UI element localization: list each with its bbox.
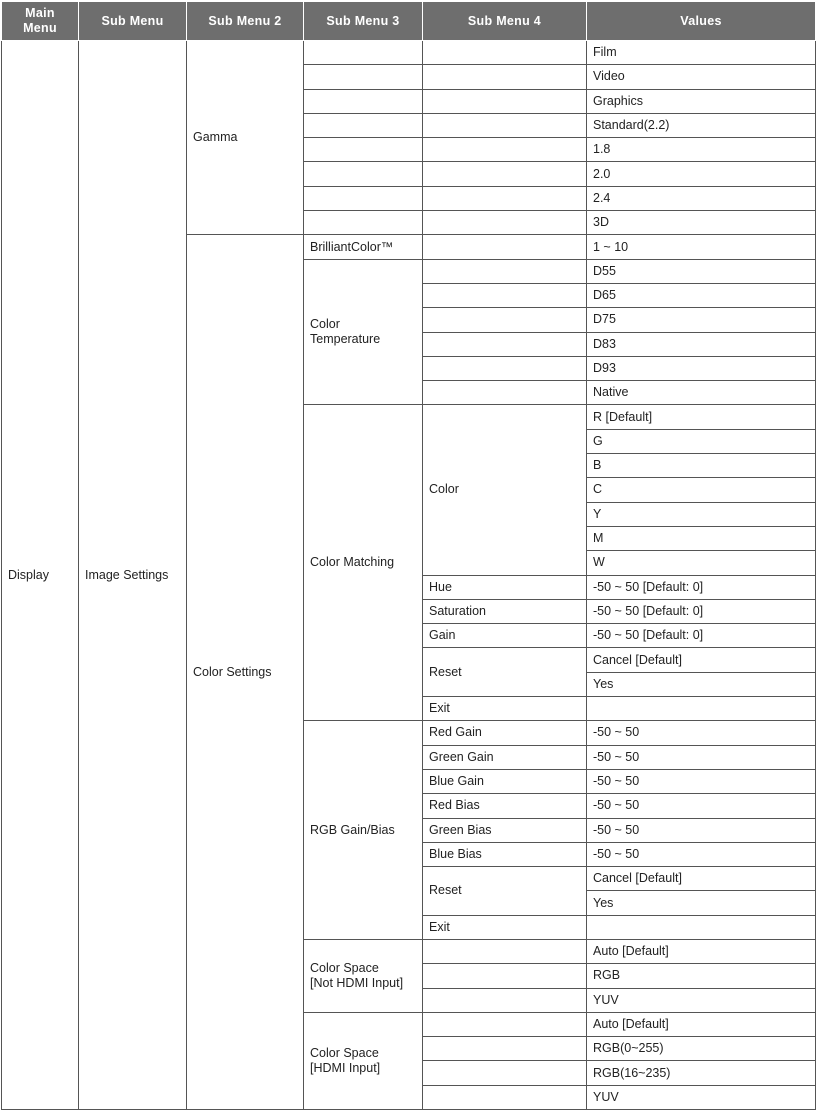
value-cell: W — [587, 551, 816, 575]
rgb-item-cell: Blue Gain — [423, 769, 587, 793]
value-cell: Auto [Default] — [587, 939, 816, 963]
value-cell: G — [587, 429, 816, 453]
gamma-cell: Gamma — [187, 41, 304, 235]
empty-cell — [423, 41, 587, 65]
value-cell: C — [587, 478, 816, 502]
value-cell: YUV — [587, 1085, 816, 1109]
empty-cell — [304, 186, 423, 210]
value-cell: Yes — [587, 672, 816, 696]
header-sub-menu-4: Sub Menu 4 — [423, 2, 587, 41]
exit-cell: Exit — [423, 697, 587, 721]
header-sub-menu-2: Sub Menu 2 — [187, 2, 304, 41]
value-cell: 2.4 — [587, 186, 816, 210]
rgb-item-cell: Blue Bias — [423, 842, 587, 866]
value-cell: -50 ~ 50 — [587, 721, 816, 745]
color-space-hdmi-cell: Color Space [HDMI Input] — [304, 1012, 423, 1109]
value-cell: R [Default] — [587, 405, 816, 429]
value-cell: -50 ~ 50 [Default: 0] — [587, 599, 816, 623]
value-cell: 3D — [587, 211, 816, 235]
empty-cell — [423, 186, 587, 210]
empty-cell — [423, 113, 587, 137]
empty-cell — [423, 138, 587, 162]
value-cell: Standard(2.2) — [587, 113, 816, 137]
header-row — [2, 2, 816, 41]
empty-cell — [304, 113, 423, 137]
empty-cell — [423, 356, 587, 380]
value-cell: RGB — [587, 964, 816, 988]
value-cell: Cancel [Default] — [587, 648, 816, 672]
empty-cell — [304, 89, 423, 113]
value-cell: 1.8 — [587, 138, 816, 162]
empty-cell — [423, 162, 587, 186]
empty-cell — [423, 89, 587, 113]
empty-cell — [423, 211, 587, 235]
header-sub-menu-3: Sub Menu 3 — [304, 2, 423, 41]
reset-cell: Reset — [423, 867, 587, 916]
value-cell: B — [587, 454, 816, 478]
empty-cell — [423, 332, 587, 356]
value-cell: D75 — [587, 308, 816, 332]
osd-menu-table — [1, 1, 816, 1110]
value-cell: Yes — [587, 891, 816, 915]
empty-cell — [423, 1037, 587, 1061]
main-menu-cell: Display — [2, 41, 79, 1110]
value-cell: Video — [587, 65, 816, 89]
empty-cell — [423, 939, 587, 963]
empty-cell — [423, 65, 587, 89]
value-cell: Y — [587, 502, 816, 526]
value-cell: D55 — [587, 259, 816, 283]
value-cell: Cancel [Default] — [587, 867, 816, 891]
value-cell: D83 — [587, 332, 816, 356]
exit-cell: Exit — [423, 915, 587, 939]
empty-cell — [423, 259, 587, 283]
empty-cell — [423, 235, 587, 259]
value-cell: 2.0 — [587, 162, 816, 186]
value-cell: RGB(0~255) — [587, 1037, 816, 1061]
empty-cell — [423, 308, 587, 332]
empty-cell — [423, 381, 587, 405]
saturation-cell: Saturation — [423, 599, 587, 623]
table-row — [2, 41, 816, 65]
value-cell: -50 ~ 50 [Default: 0] — [587, 575, 816, 599]
value-cell: Native — [587, 381, 816, 405]
value-cell: -50 ~ 50 — [587, 769, 816, 793]
color-matching-cell: Color Matching — [304, 405, 423, 721]
empty-cell — [587, 697, 816, 721]
brilliantcolor-cell: BrilliantColor™ — [304, 235, 423, 259]
empty-cell — [304, 211, 423, 235]
value-cell: D93 — [587, 356, 816, 380]
gain-cell: Gain — [423, 624, 587, 648]
empty-cell — [423, 1061, 587, 1085]
value-cell: -50 ~ 50 [Default: 0] — [587, 624, 816, 648]
value-cell: Graphics — [587, 89, 816, 113]
color-submenu-cell: Color — [423, 405, 587, 575]
hue-cell: Hue — [423, 575, 587, 599]
value-cell: D65 — [587, 283, 816, 307]
empty-cell — [423, 964, 587, 988]
header-main-menu: Main Menu — [2, 2, 79, 41]
rgb-item-cell: Red Bias — [423, 794, 587, 818]
color-settings-cell: Color Settings — [187, 235, 304, 1110]
empty-cell — [423, 1012, 587, 1036]
rgb-item-cell: Red Gain — [423, 721, 587, 745]
sub-menu-cell: Image Settings — [79, 41, 187, 1110]
value-cell: -50 ~ 50 — [587, 745, 816, 769]
empty-cell — [423, 1085, 587, 1109]
empty-cell — [304, 138, 423, 162]
value-cell: Film — [587, 41, 816, 65]
header-values: Values — [587, 2, 816, 41]
empty-cell — [304, 162, 423, 186]
value-cell: -50 ~ 50 — [587, 818, 816, 842]
empty-cell — [423, 283, 587, 307]
empty-cell — [423, 988, 587, 1012]
empty-cell — [304, 41, 423, 65]
value-cell: -50 ~ 50 — [587, 842, 816, 866]
header-sub-menu: Sub Menu — [79, 2, 187, 41]
value-cell: 1 ~ 10 — [587, 235, 816, 259]
value-cell: M — [587, 526, 816, 550]
empty-cell — [587, 915, 816, 939]
color-space-not-hdmi-cell: Color Space [Not HDMI Input] — [304, 939, 423, 1012]
rgb-item-cell: Green Gain — [423, 745, 587, 769]
rgb-item-cell: Green Bias — [423, 818, 587, 842]
empty-cell — [304, 65, 423, 89]
reset-cell: Reset — [423, 648, 587, 697]
color-temperature-cell: Color Temperature — [304, 259, 423, 405]
value-cell: -50 ~ 50 — [587, 794, 816, 818]
value-cell: RGB(16~235) — [587, 1061, 816, 1085]
value-cell: YUV — [587, 988, 816, 1012]
value-cell: Auto [Default] — [587, 1012, 816, 1036]
rgb-gain-bias-cell: RGB Gain/Bias — [304, 721, 423, 940]
